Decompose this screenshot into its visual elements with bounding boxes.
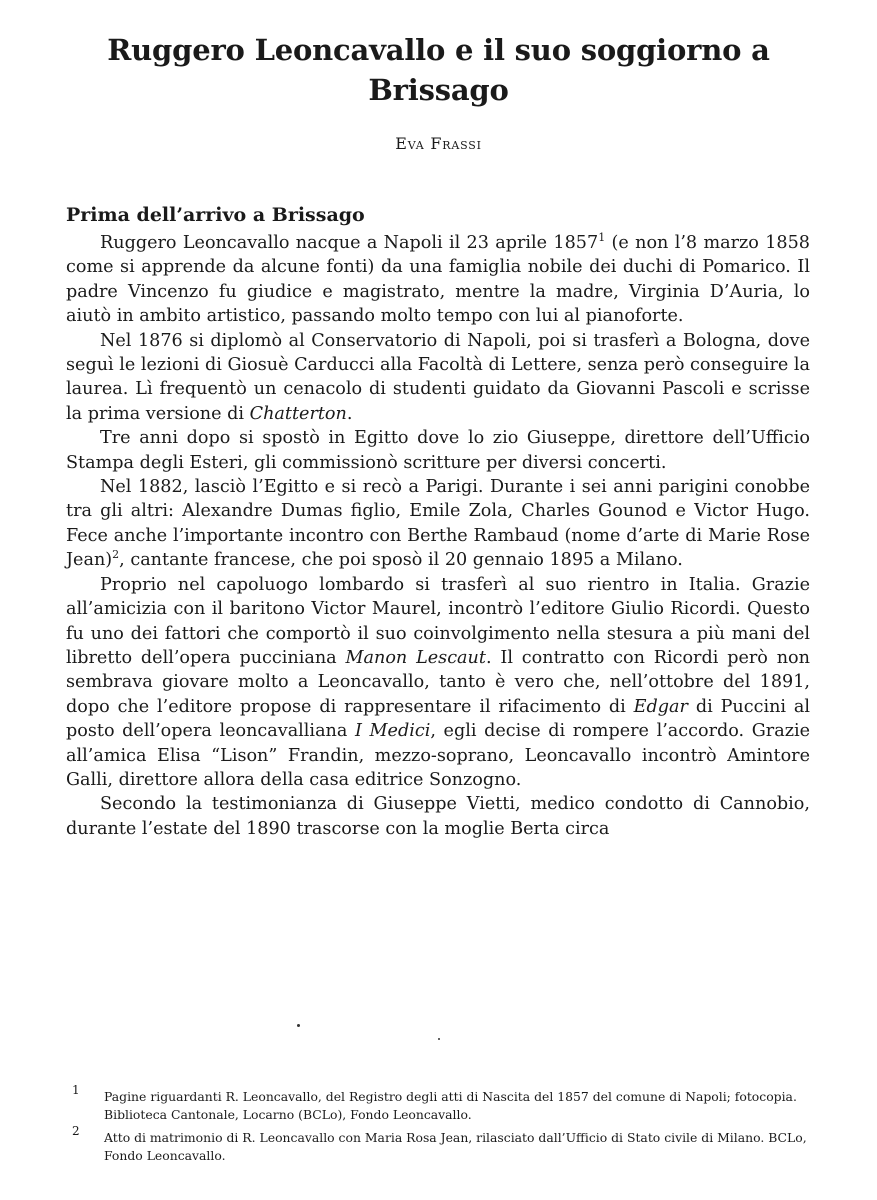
footnote-1 xyxy=(72,1083,812,1123)
footnote-ref-1: 1 xyxy=(598,231,606,245)
paragraph-text: , egli decise di rompere l’accordo. Grazie all’amica Elisa “Lison” Frandin, mezzo-soprano, Leoncavallo incontrò Amintore Galli, direttore allora della casa editrice Sonzogno. xyxy=(66,721,810,790)
paragraph-text: Proprio nel capoluogo lombardo si trasferì al suo rientro in Italia. Grazie all’amicizia con il baritono Victor Maurel, incontrò l’editore Giulio Ricordi. Questo fu uno dei fattori che comportò il suo coinvolgimento nella stesura a più mani del libretto dell’opera pucciniana xyxy=(66,574,810,668)
scan-speck xyxy=(438,1038,440,1040)
footnote-text: Atto di matrimonio di R. Leoncavallo con Maria Rosa Jean, rilasciato dall’Ufficio di Stato civile di Milano. BCLo, Fondo Leoncavallo. xyxy=(104,1130,807,1163)
work-title: Chatterton xyxy=(249,403,347,424)
footnote-2 xyxy=(72,1124,812,1164)
paragraph-3: Tre anni dopo si spostò in Egitto dove lo zio Giuseppe, direttore dell’Ufficio Stampa degli Esteri, gli commissionò scritture per diversi concerti. xyxy=(66,428,810,473)
article-title: Ruggero Leoncavallo e il suo soggiorno a Brissago xyxy=(107,33,770,107)
section-heading: Prima dell’arrivo a Brissago xyxy=(66,204,365,226)
paragraph-5 xyxy=(66,573,810,793)
paragraph-text: . Il contratto con Ricordi però non sembrava giovare molto a Leoncavallo, tanto è vero che, nell’ottobre del 1891, dopo che l’editore propose di rappresentare il rifacimento di xyxy=(66,647,810,717)
scan-speck xyxy=(297,1024,300,1027)
paragraph-2 xyxy=(66,329,810,427)
article-author: Eva Frassi xyxy=(395,134,482,153)
paragraph-text: , cantante francese, che poi sposò il 20 gennaio 1895 a Milano. xyxy=(119,550,683,571)
footnote-ref-2: 2 xyxy=(112,548,120,562)
paragraph-1 xyxy=(66,231,810,329)
paragraph-6: Secondo la testimonianza di Giuseppe Vietti, medico condotto di Cannobio, durante l’estate del 1890 trascorse con la moglie Berta circa xyxy=(66,794,810,839)
paragraph-text: di Puccini al posto dell’opera leoncavalliana xyxy=(66,696,811,742)
paragraph-text: Ruggero Leoncavallo nacque a Napoli il 23 aprile 1857 xyxy=(100,233,599,253)
paragraph-text: Nel 1882, lasciò l’Egitto e si recò a Parigi. Durante i sei anni parigini conobbe tra gli altri: Alexandre Dumas figlio, Emile Zola, Charles Gounod e Victor Hugo. Fece anche l’importante incontro con Berthe Rambaud (nome d’arte di Marie Rose Jean) xyxy=(66,477,810,571)
body-text xyxy=(66,231,810,841)
paragraph-4 xyxy=(66,475,810,573)
work-title: I Medici xyxy=(354,721,431,742)
work-title: Manon Lescaut xyxy=(345,647,486,668)
footnotes xyxy=(72,1083,812,1170)
paragraph-text: . xyxy=(346,403,353,424)
paragraph-text: (e non l’8 marzo 1858 come si apprende da alcune fonti) da una famiglia nobile dei duchi di Pomarico. Il padre Vincenzo fu giudice e magistrato, mentre la madre, Virginia D’Auria, lo aiutò in ambito artistico, passando molto tempo con lui al pianoforte. xyxy=(66,233,810,327)
footnote-text: Pagine riguardanti R. Leoncavallo, del Registro degli atti di Nascita del 1857 del comune di Napoli; fotocopia. Biblioteca Cantonale, Locarno (BCLo), Fondo Leoncavallo. xyxy=(104,1089,797,1122)
paragraph-text: Nel 1876 si diplomò al Conservatorio di Napoli, poi si trasferì a Bologna, dove seguì le lezioni di Giosuè Carducci alla Facoltà di Lettere, senza però conseguire la laurea. Lì frequentò un cenacolo di studenti guidato da Giovanni Pascoli e scrisse la prima versione di xyxy=(66,330,811,424)
footnote-number: 2 xyxy=(72,1124,80,1138)
footnote-number: 1 xyxy=(72,1083,80,1097)
work-title: Edgar xyxy=(633,696,688,717)
